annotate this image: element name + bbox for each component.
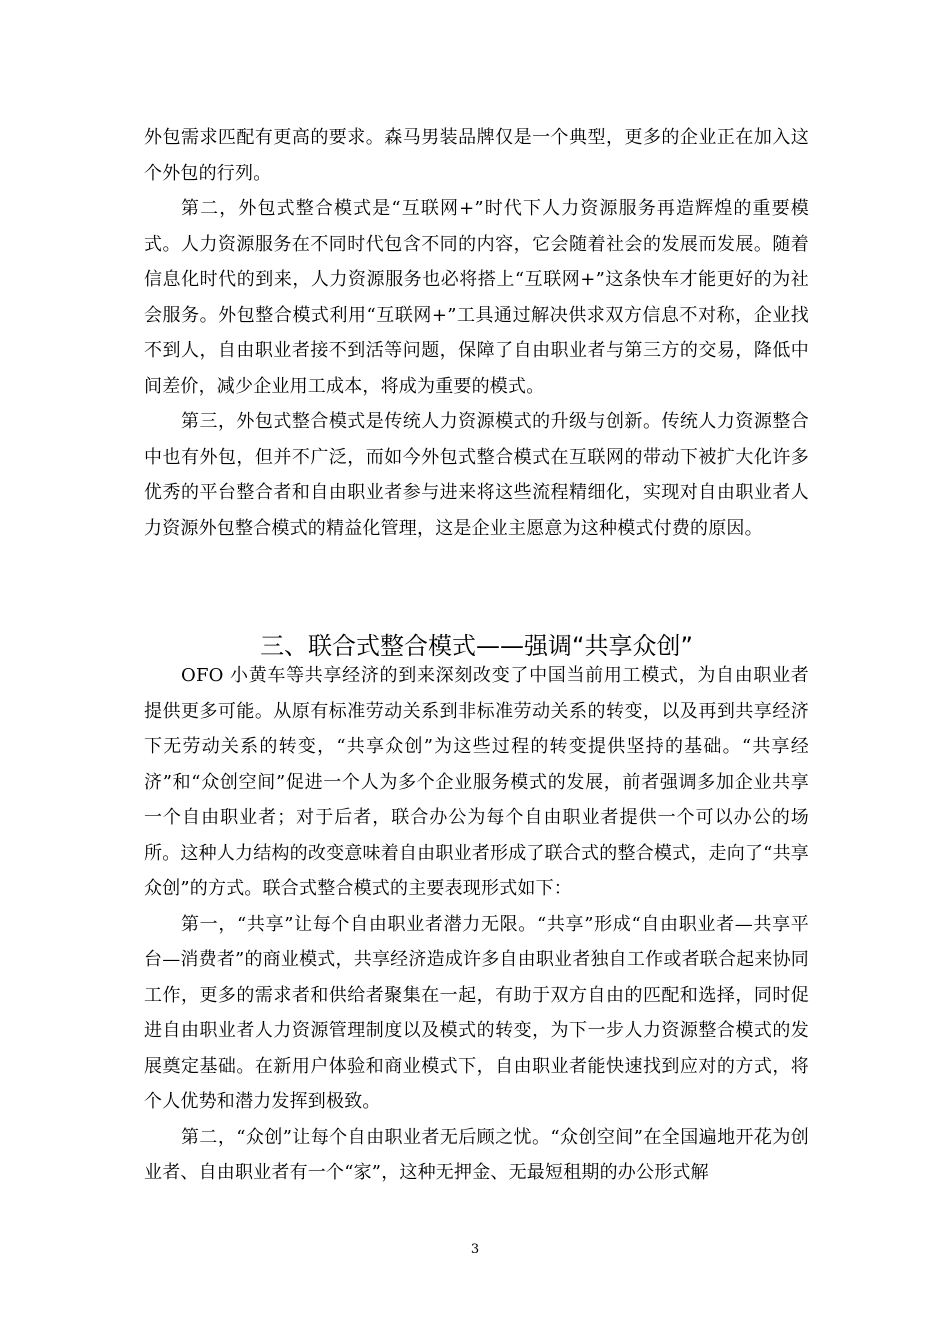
body-text-bottom (144, 658, 809, 1191)
section-heading: 三、联合式整合模式——强调“共享众创” (260, 631, 693, 660)
paragraph-ofo-intro: OFO 小黄车等共享经济的到来深刻改变了中国当前用工模式，为自由职业者提供更多可能。从原有标准劳动关系到非标准劳动关系的转变，以及再到共享经济下无劳动关系的转变，“共享众创”为这些过程的转变提供坚持的基础。“共享经济”和“众创空间”促进一个人为多个企业服务模式的发展，前者强调多加企业共享一个自由职业者；对于后者，联合办公为每个自由职业者提供一个可以办公的场所。这种人力结构的改变意味着自由职业者形成了联合式的整合模式，走向了“共享众创”的方式。联合式整合模式的主要表现形式如下： (144, 665, 809, 899)
paragraph-third-outsourcing: 第三，外包式整合模式是传统人力资源模式的升级与创新。传统人力资源整合中也有外包，但并不广泛，而如今外包式整合模式在互联网的带动下被扩大化许多优秀的平台整合者和自由职业者参与进来将这些流程精细化，实现对自由职业者人力资源外包整合模式的精益化管理，这是企业主愿意为这种模式付费的原因。 (144, 411, 809, 539)
paragraph-continuation: 外包需求匹配有更高的要求。森马男装品牌仅是一个典型，更多的企业正在加入这个外包的行列。 (144, 127, 809, 184)
body-text-top (144, 120, 809, 546)
paragraph-second-crowd-innovation: 第二，“众创”让每个自由职业者无后顾之忧。“众创空间”在全国遍地开花为创业者、自由职业者有一个“家”，这种无押金、无最短租期的办公形式解 (144, 1126, 809, 1183)
paragraph-second-outsourcing: 第二，外包式整合模式是“互联网+”时代下人力资源服务再造辉煌的重要模式。人力资源服务在不同时代包含不同的内容，它会随着社会的发展而发展。随着信息化时代的到来，人力资源服务也必将搭上“互联网+”这条快车才能更好的为社会服务。外包整合模式利用“互联网+”工具通过解决供求双方信息不对称，企业找不到人，自由职业者接不到活等问题，保障了自由职业者与第三方的交易，降低中间差价，减少企业用工成本，将成为重要的模式。 (144, 198, 809, 397)
paragraph-first-sharing: 第一，“共享”让每个自由职业者潜力无限。“共享”形成“自由职业者—共享平台—消费者”的商业模式，共享经济造成许多自由职业者独自工作或者联合起来协同工作，更多的需求者和供给者聚集在一起，有助于双方自由的匹配和选择，同时促进自由职业者人力资源管理制度以及模式的转变，为下一步人力资源整合模式的发展奠定基础。在新用户体验和商业模式下，自由职业者能快速找到应对的方式，将个人优势和潜力发挥到极致。 (144, 913, 809, 1112)
page-number: 3 (470, 1242, 480, 1257)
